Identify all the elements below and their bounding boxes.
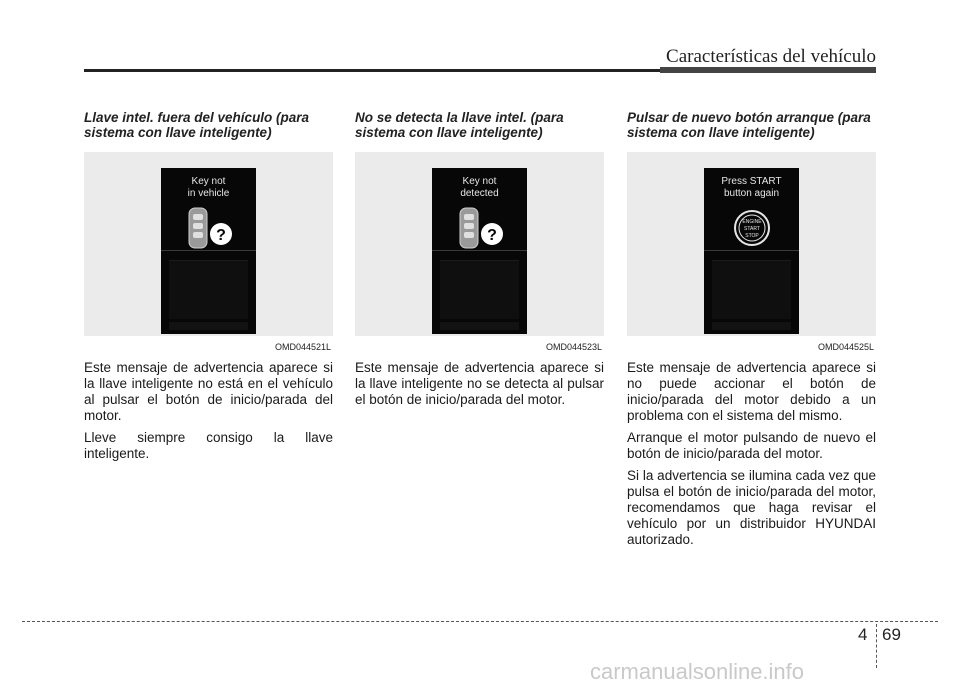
cluster-display: [704, 168, 799, 334]
paragraph: Este mensaje de advertencia aparece si la llave inteligente no se detecta al pulsar el botón de inicio/parada del motor.: [355, 360, 604, 407]
cluster-figure: [355, 152, 604, 352]
display-status-strip: [440, 322, 519, 330]
paragraph: Este mensaje de advertencia aparece si la llave inteligente no está en el vehículo al pulsar el botón de inicio/parada del motor.: [84, 360, 333, 423]
engine-label: ENGINE: [742, 219, 762, 225]
page-number: 69: [882, 625, 901, 644]
smart-key-question-icon: [185, 204, 245, 254]
paragraph: Si la advertencia se ilumina cada vez que pulsa el botón de inicio/parada del motor, recomendamos que haga revisar el vehículo por un distribuidor HYUNDAI autorizado.: [627, 468, 876, 547]
section-key-not-detected: [355, 110, 604, 414]
section-heading: No se detecta la llave intel. (para sistema con llave inteligente): [355, 110, 564, 140]
cluster-figure: [627, 152, 876, 352]
section-heading: Llave intel. fuera del vehículo (para sistema con llave inteligente): [84, 110, 310, 140]
question-mark: ?: [216, 227, 226, 244]
display-divider: [161, 250, 256, 251]
display-message: Key not in vehicle: [187, 176, 230, 199]
figure-code: OMD044525L: [817, 342, 874, 352]
header-title: Características del vehículo: [666, 46, 876, 67]
stop-label: STOP: [745, 233, 759, 239]
chapter-number: 4: [858, 625, 868, 644]
question-mark: ?: [487, 227, 497, 244]
cluster-figure: [84, 152, 333, 352]
paragraph: Arranque el motor pulsando de nuevo el botón de inicio/parada del motor.: [627, 430, 876, 461]
paragraph: Este mensaje de advertencia aparece si no puede accionar el botón de inicio/parada del motor debido a un problema con el sistema del mismo.: [627, 360, 876, 423]
figure-code: OMD044521L: [274, 342, 331, 352]
display-lower-panel: [712, 260, 791, 319]
display-divider: [432, 250, 527, 251]
footer-vertical-rule: [876, 624, 877, 668]
cluster-display: [161, 168, 256, 334]
section-key-not-in-vehicle: [84, 110, 333, 468]
start-label: START: [744, 226, 760, 232]
paragraph: Lleve siempre consigo la llave inteligente.: [84, 430, 333, 461]
display-status-strip: [169, 322, 248, 330]
display-status-strip: [712, 322, 791, 330]
section-body: [627, 360, 876, 548]
section-press-start-again: [627, 110, 876, 554]
cluster-display: [432, 168, 527, 334]
header-rule-accent: [660, 67, 876, 73]
watermark: carmanualsonline.info: [590, 659, 805, 684]
section-body: [355, 360, 604, 408]
display-lower-panel: [440, 260, 519, 319]
display-divider: [704, 250, 799, 251]
figure-code: OMD044523L: [545, 342, 602, 352]
engine-start-stop-icon: [732, 208, 772, 248]
footer-rule: [22, 621, 938, 622]
section-body: [84, 360, 333, 462]
display-lower-panel: [169, 260, 248, 319]
display-message: Press START button again: [721, 176, 782, 199]
section-heading: Pulsar de nuevo botón arranque (para sistema con llave inteligente): [627, 110, 871, 140]
smart-key-question-icon: [456, 204, 516, 254]
display-message: Key not detected: [460, 176, 499, 199]
